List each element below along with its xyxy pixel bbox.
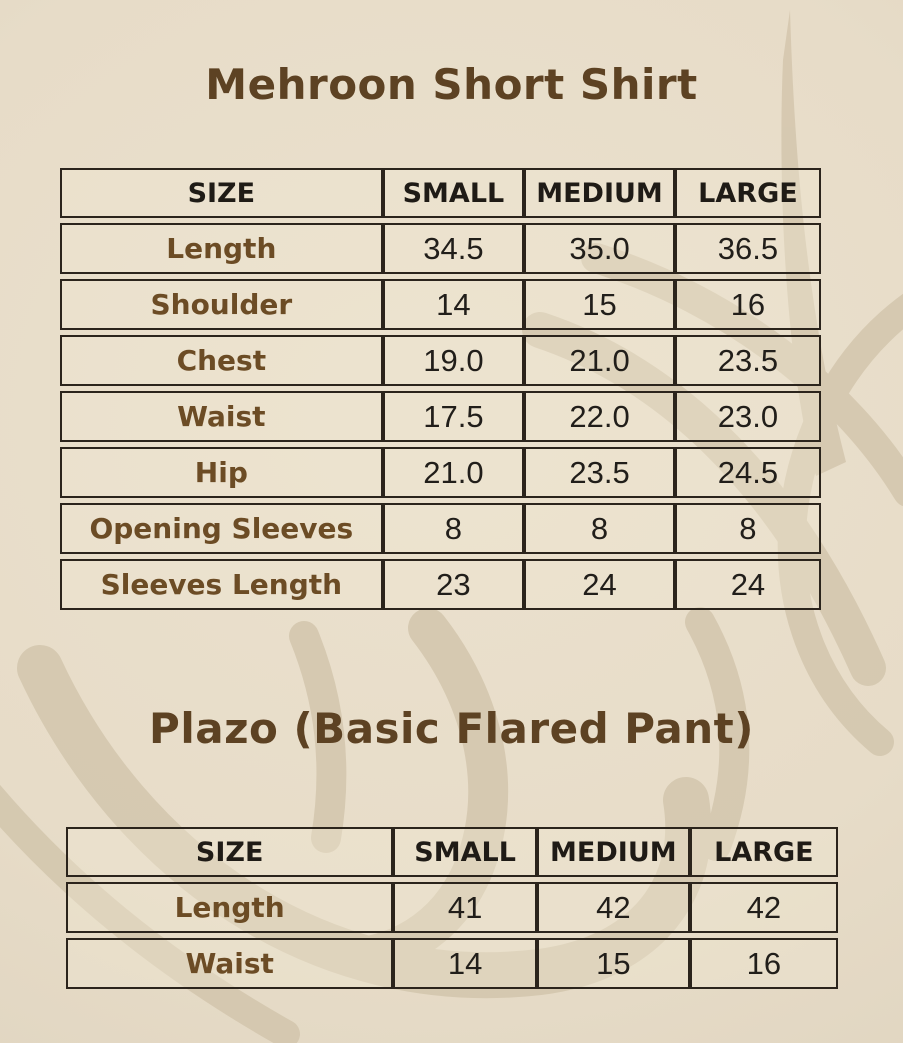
row-label: Length bbox=[66, 882, 393, 933]
plazo-size-table bbox=[66, 822, 838, 994]
size-value: 21.0 bbox=[383, 447, 525, 498]
row-label: Waist bbox=[60, 391, 383, 442]
size-value: 22.0 bbox=[524, 391, 675, 442]
column-header-large: LARGE bbox=[675, 168, 821, 218]
column-header-size: SIZE bbox=[66, 827, 393, 877]
size-value: 14 bbox=[393, 938, 537, 989]
row-label: Waist bbox=[66, 938, 393, 989]
row-label: Shoulder bbox=[60, 279, 383, 330]
size-value: 14 bbox=[383, 279, 525, 330]
column-header-medium: MEDIUM bbox=[524, 168, 675, 218]
column-header-small: SMALL bbox=[393, 827, 537, 877]
size-value: 34.5 bbox=[383, 223, 525, 274]
table-row bbox=[60, 223, 821, 274]
size-value: 16 bbox=[690, 938, 838, 989]
size-value: 23.5 bbox=[675, 335, 821, 386]
size-value: 42 bbox=[690, 882, 838, 933]
size-value: 24 bbox=[524, 559, 675, 610]
size-value: 42 bbox=[537, 882, 690, 933]
size-value: 21.0 bbox=[524, 335, 675, 386]
header-row bbox=[60, 168, 821, 218]
size-value: 8 bbox=[524, 503, 675, 554]
table-row bbox=[60, 335, 821, 386]
size-value: 41 bbox=[393, 882, 537, 933]
column-header-large: LARGE bbox=[690, 827, 838, 877]
table-row bbox=[66, 882, 838, 933]
row-label: Chest bbox=[60, 335, 383, 386]
size-value: 8 bbox=[675, 503, 821, 554]
table-row bbox=[60, 559, 821, 610]
size-value: 19.0 bbox=[383, 335, 525, 386]
size-value: 24.5 bbox=[675, 447, 821, 498]
size-value: 35.0 bbox=[524, 223, 675, 274]
size-value: 15 bbox=[537, 938, 690, 989]
row-label: Length bbox=[60, 223, 383, 274]
size-value: 36.5 bbox=[675, 223, 821, 274]
column-header-small: SMALL bbox=[383, 168, 525, 218]
table-row bbox=[60, 279, 821, 330]
size-value: 23 bbox=[383, 559, 525, 610]
row-label: Sleeves Length bbox=[60, 559, 383, 610]
table-row bbox=[60, 391, 821, 442]
size-value: 17.5 bbox=[383, 391, 525, 442]
size-value: 16 bbox=[675, 279, 821, 330]
column-header-medium: MEDIUM bbox=[537, 827, 690, 877]
table-row bbox=[60, 503, 821, 554]
section-title-shirt: Mehroon Short Shirt bbox=[205, 60, 698, 109]
row-label: Hip bbox=[60, 447, 383, 498]
row-label: Opening Sleeves bbox=[60, 503, 383, 554]
size-value: 24 bbox=[675, 559, 821, 610]
header-row bbox=[66, 827, 838, 877]
size-value: 23.5 bbox=[524, 447, 675, 498]
size-value: 15 bbox=[524, 279, 675, 330]
column-header-size: SIZE bbox=[60, 168, 383, 218]
section-title-plazo: Plazo (Basic Flared Pant) bbox=[149, 704, 754, 753]
size-value: 23.0 bbox=[675, 391, 821, 442]
table-row bbox=[66, 938, 838, 989]
size-value: 8 bbox=[383, 503, 525, 554]
shirt-size-table bbox=[60, 163, 821, 615]
table-row bbox=[60, 447, 821, 498]
